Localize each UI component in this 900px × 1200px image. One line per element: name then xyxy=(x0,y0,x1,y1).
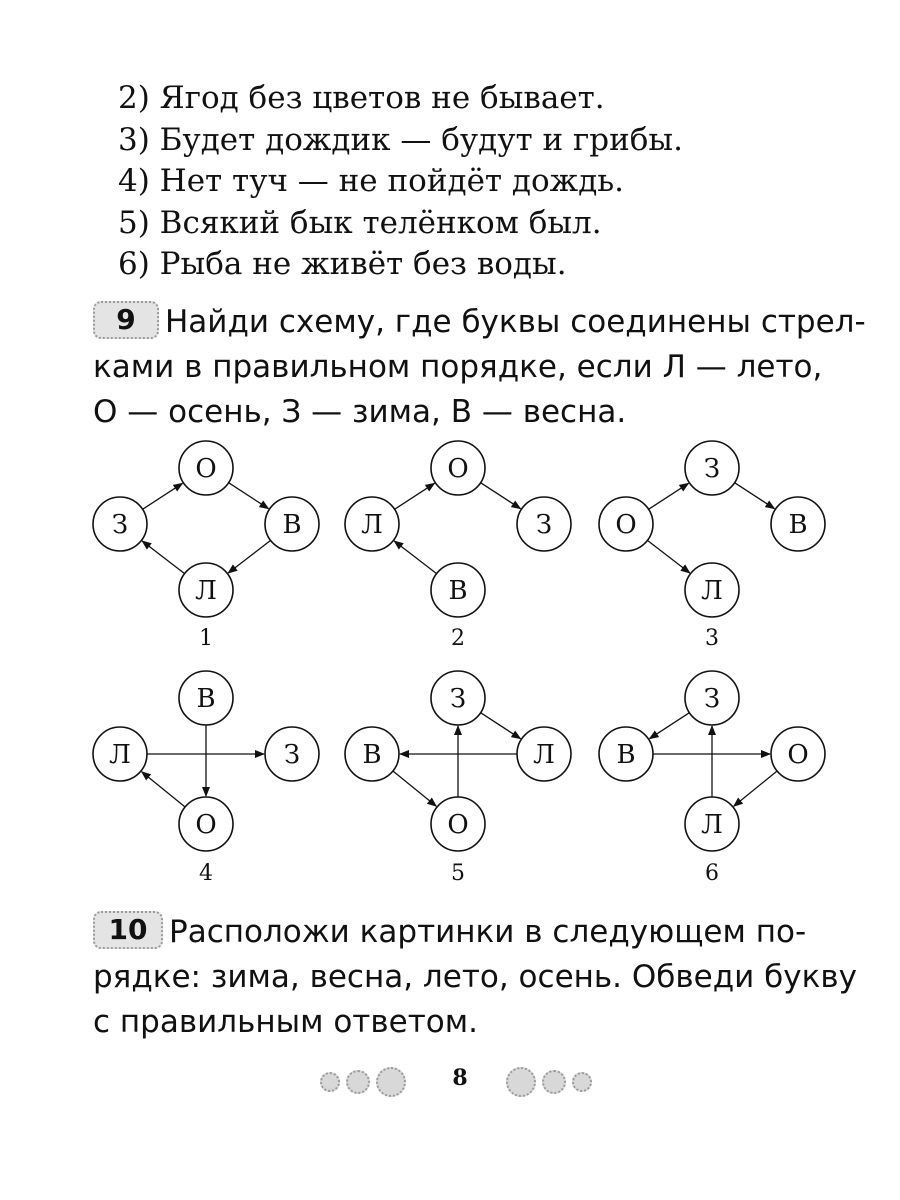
proverb-item: 2) Ягод без цветов не бывает. xyxy=(118,80,605,116)
scheme-node-top xyxy=(685,671,739,725)
scheme-node-left xyxy=(345,727,399,781)
scheme-number-label: 6 xyxy=(705,861,719,886)
scheme-node-left xyxy=(93,727,147,781)
node-letter: Л xyxy=(195,576,217,606)
scheme-node-right xyxy=(517,497,571,551)
arrow-left-to-bottom xyxy=(647,540,689,573)
scheme-node-right xyxy=(265,727,319,781)
task-10-text: Расположи картинки в следующем по- xyxy=(169,914,807,950)
scheme-node-top xyxy=(431,671,485,725)
scheme-node-top xyxy=(685,441,739,495)
task-9-text: Найди схему, где буквы соединены стрел- xyxy=(165,304,866,340)
node-letter: З xyxy=(703,454,721,484)
task-10-line xyxy=(93,910,833,955)
scheme-number-label: 3 xyxy=(705,626,719,651)
arrow-left-to-top xyxy=(143,483,183,509)
proverb-item: 4) Нет туч — не пойдёт дождь. xyxy=(118,163,625,199)
arrow-bottom-to-left xyxy=(394,541,436,574)
node-letter: В xyxy=(616,740,636,770)
scheme-node-right xyxy=(771,727,825,781)
decorative-dot-icon xyxy=(346,1070,370,1094)
node-letter: В xyxy=(282,510,302,540)
scheme-3 xyxy=(599,441,825,651)
node-letter: Л xyxy=(701,576,723,606)
arrow-top-to-right xyxy=(481,483,521,509)
arrow-bottom-to-left xyxy=(142,772,185,807)
proverb-item: 6) Рыба не живёт без воды. xyxy=(118,246,567,282)
scheme-node-right xyxy=(517,727,571,781)
scheme-node-top xyxy=(431,441,485,495)
decorative-dot-icon xyxy=(506,1067,536,1097)
node-letter: О xyxy=(787,740,809,770)
scheme-node-bottom xyxy=(431,797,485,851)
node-letter: З xyxy=(703,684,721,714)
arrow-top-to-right xyxy=(735,483,775,509)
node-letter: В xyxy=(362,740,382,770)
arrow-top-to-left xyxy=(650,713,690,739)
scheme-4 xyxy=(93,671,319,886)
decorative-dot-icon xyxy=(572,1072,592,1092)
scheme-node-right xyxy=(265,497,319,551)
node-letter: Л xyxy=(701,810,723,840)
node-letter: В xyxy=(448,576,468,606)
scheme-node-bottom xyxy=(179,797,233,851)
scheme-number-label: 4 xyxy=(199,861,213,886)
proverb-item: 3) Будет дождик — будут и грибы. xyxy=(118,121,683,158)
node-letter: З xyxy=(535,510,553,540)
arrow-left-to-top xyxy=(395,483,435,509)
node-letter: Л xyxy=(109,740,131,770)
scheme-node-bottom xyxy=(431,563,485,617)
scheme-number-label: 1 xyxy=(199,626,213,651)
task-9-line: О — осень, З — зима, В — весна. xyxy=(93,394,627,430)
scheme-node-left xyxy=(599,497,653,551)
scheme-node-bottom xyxy=(685,797,739,851)
node-letter: О xyxy=(447,454,469,484)
scheme-node-top xyxy=(179,441,233,495)
task-10-line: с правильным ответом. xyxy=(93,1004,478,1040)
node-letter: О xyxy=(195,454,217,484)
arrow-top-to-right xyxy=(481,713,521,739)
scheme-6 xyxy=(599,671,825,886)
scheme-node-right xyxy=(771,497,825,551)
scheme-node-left xyxy=(93,497,147,551)
scheme-1 xyxy=(93,441,319,651)
decorative-dot-icon xyxy=(376,1067,406,1097)
node-letter: О xyxy=(195,810,217,840)
node-letter: З xyxy=(283,740,301,770)
task-10 xyxy=(93,910,857,1045)
arrow-right-to-bottom xyxy=(228,540,270,573)
node-letter: О xyxy=(615,510,637,540)
node-letter: З xyxy=(449,684,467,714)
page-number: 8 xyxy=(452,1065,468,1091)
scheme-node-left xyxy=(599,727,653,781)
arrow-left-to-bottom xyxy=(393,771,436,806)
task-number-badge: 9 xyxy=(93,301,159,339)
scheme-number-label: 5 xyxy=(451,861,465,886)
decorative-dot-icon xyxy=(542,1070,566,1094)
arrow-right-to-bottom xyxy=(734,771,777,806)
task-10-line: рядке: зима, весна, лето, осень. Обведи букву xyxy=(93,959,857,995)
task-number-badge: 10 xyxy=(93,911,163,949)
scheme-node-left xyxy=(345,497,399,551)
node-letter: В xyxy=(196,684,216,714)
proverb-item: 5) Всякий бык телёнком был. xyxy=(118,204,602,241)
arrow-bottom-to-left xyxy=(142,541,184,574)
node-letter: Л xyxy=(533,740,555,770)
node-letter: З xyxy=(111,510,129,540)
decorative-dot-icon xyxy=(320,1072,340,1092)
task-9-line: ками в правильном порядке, если Л — лето, xyxy=(93,349,823,385)
scheme-2 xyxy=(345,441,571,651)
node-letter: В xyxy=(788,510,808,540)
scheme-node-bottom xyxy=(685,563,739,617)
node-letter: Л xyxy=(361,510,383,540)
scheme-5 xyxy=(345,671,571,886)
scheme-node-bottom xyxy=(179,563,233,617)
page-footer xyxy=(0,1062,900,1102)
scheme-number-label: 2 xyxy=(451,626,465,651)
arrow-left-to-top xyxy=(649,483,689,509)
arrow-top-to-right xyxy=(229,483,269,509)
node-letter: О xyxy=(447,810,469,840)
scheme-node-top xyxy=(179,671,233,725)
